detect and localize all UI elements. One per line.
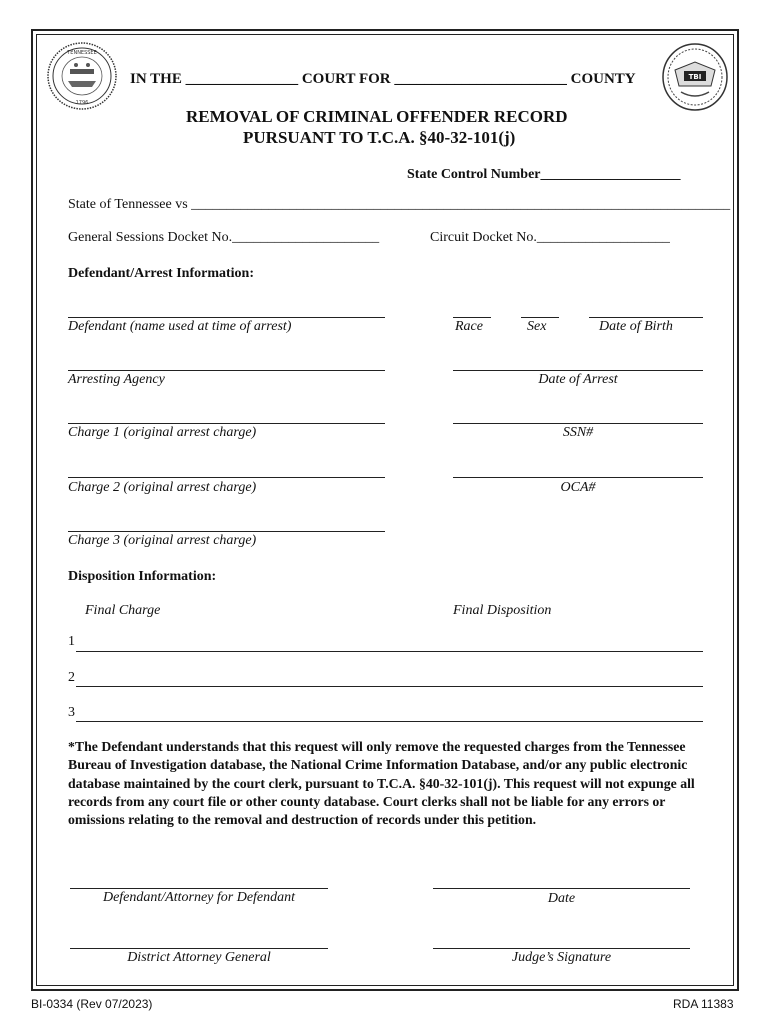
state-vs-field[interactable]: State of Tennessee vs _____________________________________________________________________________ xyxy=(68,197,731,212)
disposition-row-number: 3 xyxy=(68,705,75,720)
ssn-line[interactable] xyxy=(453,423,703,424)
circuit-docket-field[interactable]: Circuit Docket No.___________________ xyxy=(430,230,670,245)
race-label: Race xyxy=(455,319,483,334)
district-attorney-label: District Attorney General xyxy=(127,950,271,965)
form-title-line1: REMOVAL OF CRIMINAL OFFENDER RECORD xyxy=(186,107,568,126)
charge1-label: Charge 1 (original arrest charge) xyxy=(68,425,257,440)
tbi-seal-icon xyxy=(661,42,729,112)
ssn-label: SSN# xyxy=(562,425,594,440)
arrest-date-label: Date of Arrest xyxy=(538,372,618,387)
dob-line[interactable] xyxy=(589,317,703,318)
disposition-row-line[interactable] xyxy=(76,686,703,687)
disposition-row-number: 1 xyxy=(68,634,75,649)
judge-signature-line[interactable] xyxy=(433,948,690,949)
defendant-section-heading: Defendant/Arrest Information: xyxy=(68,266,254,281)
svg-text:TENNESSEE: TENNESSEE xyxy=(67,50,97,56)
svg-text:1796: 1796 xyxy=(75,100,89,106)
oca-label: OCA# xyxy=(560,480,596,495)
defendant-name-label: Defendant (name used at time of arrest) xyxy=(68,319,292,334)
charge3-line[interactable] xyxy=(68,531,385,532)
arresting-agency-line[interactable] xyxy=(68,370,385,371)
defendant-attorney-label: Defendant/Attorney for Defendant xyxy=(102,890,296,905)
sex-line[interactable] xyxy=(521,317,559,318)
tennessee-state-seal-icon xyxy=(46,41,118,111)
defendant-notice: *The Defendant understands that this request will only remove the requested charges from the Tennessee Bureau of Investigation database, the National Crime Information Database, and/or any public electronic database maintained by the court clerk, pursuant to T.C.A. §40-32-101(j). This request will not expunge all records from any court file or other county database. Court clerks shall not be liable for any errors or omissions relating to the removal and destruction of records under this petition. xyxy=(68,739,695,828)
charge2-label: Charge 2 (original arrest charge) xyxy=(68,480,257,495)
disposition-row-line[interactable] xyxy=(76,651,703,652)
final-charge-label: Final Charge xyxy=(85,603,161,618)
district-attorney-signature-line[interactable] xyxy=(70,948,328,949)
court-line: IN THE _______________ COURT FOR _______________________ COUNTY xyxy=(130,71,636,87)
form-title-line2: PURSUANT TO T.C.A. §40-32-101(j) xyxy=(243,128,516,147)
judge-signature-label: Judge’s Signature xyxy=(511,950,612,965)
charge2-line[interactable] xyxy=(68,477,385,478)
svg-text:TBI: TBI xyxy=(688,73,702,81)
rda-number: RDA 11383 xyxy=(673,997,734,1011)
form-number: BI-0334 (Rev 07/2023) xyxy=(31,997,153,1011)
final-disposition-label: Final Disposition xyxy=(453,603,552,618)
arrest-date-line[interactable] xyxy=(453,370,703,371)
dob-label: Date of Birth xyxy=(599,319,673,334)
state-control-number-field[interactable]: State Control Number____________________ xyxy=(407,167,681,182)
disposition-row-line[interactable] xyxy=(76,721,703,722)
defendant-name-line[interactable] xyxy=(68,317,385,318)
sex-label: Sex xyxy=(527,319,547,334)
arresting-agency-label: Arresting Agency xyxy=(68,372,165,387)
disposition-section-heading: Disposition Information: xyxy=(68,569,217,584)
general-sessions-docket-field[interactable]: General Sessions Docket No._____________________ xyxy=(68,230,380,245)
disposition-row-number: 2 xyxy=(68,670,75,685)
charge3-label: Charge 3 (original arrest charge) xyxy=(68,533,257,548)
date-label: Date xyxy=(547,891,576,906)
date-signature-line[interactable] xyxy=(433,888,690,889)
defendant-attorney-signature-line[interactable] xyxy=(70,888,328,889)
race-line[interactable] xyxy=(453,317,491,318)
oca-line[interactable] xyxy=(453,477,703,478)
charge1-line[interactable] xyxy=(68,423,385,424)
